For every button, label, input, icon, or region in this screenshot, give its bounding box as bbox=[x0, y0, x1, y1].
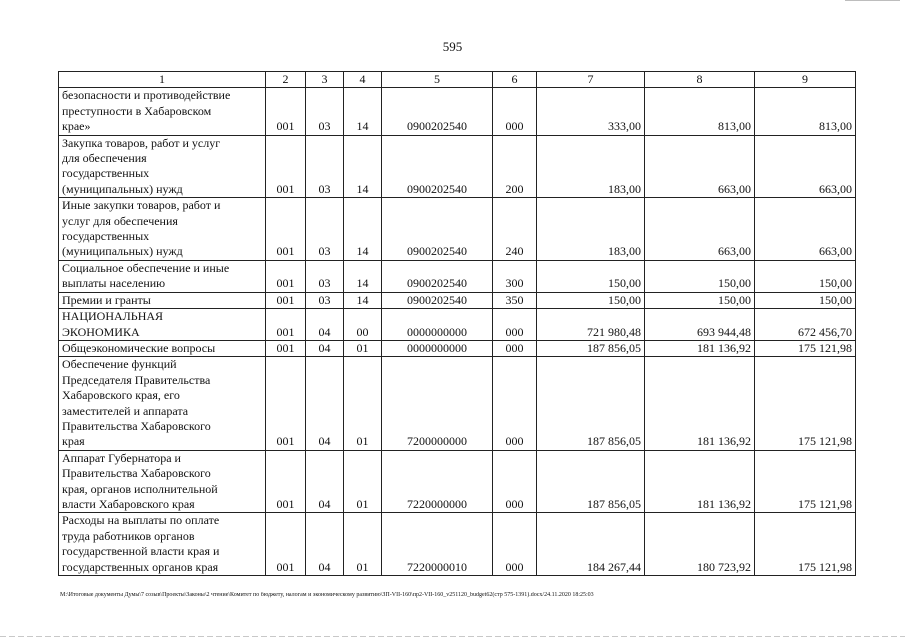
row-description bbox=[59, 292, 266, 308]
row-description bbox=[59, 513, 266, 576]
cell-section-code: 001 bbox=[266, 292, 306, 308]
cell-amount-col8: 663,00 bbox=[645, 198, 755, 261]
scan-bottom-line bbox=[0, 636, 905, 637]
cell-chapter-code: 03 bbox=[306, 135, 344, 198]
table-row bbox=[59, 198, 856, 261]
cell-chapter-code: 04 bbox=[306, 513, 344, 576]
cell-target-article: 7200000000 bbox=[382, 357, 493, 450]
description-line: государственных bbox=[62, 229, 150, 244]
table-row bbox=[59, 292, 856, 308]
col-header-4: 4 bbox=[344, 72, 382, 88]
cell-target-article: 7220000010 bbox=[382, 513, 493, 576]
row-description bbox=[59, 260, 266, 292]
col-header-9: 9 bbox=[755, 72, 856, 88]
cell-expense-type: 000 bbox=[493, 88, 537, 135]
row-description bbox=[59, 88, 266, 135]
cell-subchapter-code: 01 bbox=[344, 357, 382, 450]
cell-amount-col9: 175 121,98 bbox=[755, 513, 856, 576]
table-row bbox=[59, 513, 856, 576]
description-line: государственных органов края bbox=[62, 559, 219, 574]
table-body bbox=[59, 88, 856, 576]
cell-amount-col8: 663,00 bbox=[645, 135, 755, 198]
cell-target-article: 0900202540 bbox=[382, 292, 493, 308]
cell-target-article: 0900202540 bbox=[382, 88, 493, 135]
cell-target-article: 7220000000 bbox=[382, 450, 493, 513]
description-line: власти Хабаровского края bbox=[62, 496, 195, 511]
cell-expense-type: 240 bbox=[493, 198, 537, 261]
cell-amount-col9: 175 121,98 bbox=[755, 357, 856, 450]
cell-subchapter-code: 01 bbox=[344, 450, 382, 513]
cell-target-article: 0000000000 bbox=[382, 309, 493, 341]
cell-amount-col7: 333,00 bbox=[537, 88, 645, 135]
cell-section-code: 001 bbox=[266, 340, 306, 356]
cell-expense-type: 000 bbox=[493, 309, 537, 341]
description-line: услуг для обеспечения bbox=[62, 213, 178, 228]
row-description bbox=[59, 135, 266, 198]
cell-subchapter-code: 14 bbox=[344, 260, 382, 292]
description-line: государственных bbox=[62, 166, 150, 181]
description-line: крае» bbox=[62, 119, 91, 134]
col-header-1: 1 bbox=[59, 72, 266, 88]
description-line: Председателя Правительства bbox=[62, 372, 211, 387]
cell-amount-col7: 150,00 bbox=[537, 292, 645, 308]
cell-amount-col7: 187 856,05 bbox=[537, 340, 645, 356]
cell-amount-col7: 150,00 bbox=[537, 260, 645, 292]
description-line: преступности в Хабаровском bbox=[62, 103, 212, 118]
cell-subchapter-code: 14 bbox=[344, 135, 382, 198]
cell-expense-type: 300 bbox=[493, 260, 537, 292]
table-row bbox=[59, 340, 856, 356]
description-line: НАЦИОНАЛЬНАЯ bbox=[62, 309, 164, 324]
scan-corner-mark bbox=[845, 0, 900, 1]
cell-expense-type: 200 bbox=[493, 135, 537, 198]
table-row bbox=[59, 260, 856, 292]
description-line: выплаты населению bbox=[62, 276, 166, 291]
cell-target-article: 0900202540 bbox=[382, 135, 493, 198]
cell-section-code: 001 bbox=[266, 260, 306, 292]
description-line: ЭКОНОМИКА bbox=[62, 324, 140, 339]
cell-chapter-code: 03 bbox=[306, 198, 344, 261]
description-line: Иные закупки товаров, работ и bbox=[62, 198, 221, 213]
cell-chapter-code: 04 bbox=[306, 309, 344, 341]
description-line: края, органов исполнительной bbox=[62, 481, 218, 496]
cell-expense-type: 000 bbox=[493, 513, 537, 576]
description-line: безопасности и противодействие bbox=[62, 88, 231, 103]
cell-amount-col8: 813,00 bbox=[645, 88, 755, 135]
cell-amount-col9: 175 121,98 bbox=[755, 340, 856, 356]
row-description bbox=[59, 340, 266, 356]
col-header-8: 8 bbox=[645, 72, 755, 88]
cell-amount-col9: 663,00 bbox=[755, 198, 856, 261]
cell-expense-type: 000 bbox=[493, 450, 537, 513]
col-header-6: 6 bbox=[493, 72, 537, 88]
cell-amount-col8: 180 723,92 bbox=[645, 513, 755, 576]
description-line: государственной власти края и bbox=[62, 544, 220, 559]
row-description bbox=[59, 198, 266, 261]
cell-amount-col9: 175 121,98 bbox=[755, 450, 856, 513]
cell-expense-type: 350 bbox=[493, 292, 537, 308]
cell-chapter-code: 03 bbox=[306, 260, 344, 292]
cell-section-code: 001 bbox=[266, 513, 306, 576]
cell-section-code: 001 bbox=[266, 198, 306, 261]
cell-amount-col9: 813,00 bbox=[755, 88, 856, 135]
description-line: Обеспечение функций bbox=[62, 357, 177, 372]
description-line: Закупка товаров, работ и услуг bbox=[62, 135, 221, 150]
budget-table bbox=[58, 71, 856, 576]
cell-subchapter-code: 00 bbox=[344, 309, 382, 341]
description-line: Премии и гранты bbox=[62, 292, 151, 307]
col-header-2: 2 bbox=[266, 72, 306, 88]
cell-subchapter-code: 01 bbox=[344, 513, 382, 576]
cell-section-code: 001 bbox=[266, 357, 306, 450]
cell-subchapter-code: 14 bbox=[344, 292, 382, 308]
cell-amount-col8: 150,00 bbox=[645, 260, 755, 292]
cell-amount-col8: 693 944,48 bbox=[645, 309, 755, 341]
table-row bbox=[59, 309, 856, 341]
header-row bbox=[59, 72, 856, 88]
table-row bbox=[59, 88, 856, 135]
table-row bbox=[59, 357, 856, 450]
cell-amount-col7: 187 856,05 bbox=[537, 357, 645, 450]
cell-amount-col7: 187 856,05 bbox=[537, 450, 645, 513]
cell-section-code: 001 bbox=[266, 450, 306, 513]
description-line: Правительства Хабаровского bbox=[62, 418, 211, 433]
col-header-3: 3 bbox=[306, 72, 344, 88]
cell-chapter-code: 03 bbox=[306, 292, 344, 308]
cell-amount-col9: 150,00 bbox=[755, 260, 856, 292]
description-line: Расходы на выплаты по оплате bbox=[62, 513, 220, 528]
cell-subchapter-code: 14 bbox=[344, 88, 382, 135]
description-line: края bbox=[62, 434, 85, 449]
cell-section-code: 001 bbox=[266, 309, 306, 341]
description-line: заместителей и аппарата bbox=[62, 403, 189, 418]
description-line: труда работников органов bbox=[62, 528, 195, 543]
description-line: Социальное обеспечение и иные bbox=[62, 260, 230, 275]
description-line: (муниципальных) нужд bbox=[62, 181, 183, 196]
description-line: Хабаровского края, его bbox=[62, 388, 180, 403]
page-number: 595 bbox=[442, 39, 463, 54]
footer-file-path: М:\Итоговые документы Думы\7 созыв\Проекты\Законы\2 чтение\Комитет по бюджету, налогам и экономическому развитию\ЗП-VII-160\пр2-VII-160_v251120_budget62(стр 575-1391).docx/24.11.2020 18:25:03 bbox=[60, 592, 594, 598]
row-description bbox=[59, 309, 266, 341]
cell-expense-type: 000 bbox=[493, 357, 537, 450]
cell-amount-col8: 181 136,92 bbox=[645, 340, 755, 356]
description-line: Общеэкономические вопросы bbox=[62, 340, 216, 355]
description-line: (муниципальных) нужд bbox=[62, 244, 183, 259]
description-line: Правительства Хабаровского bbox=[62, 466, 211, 481]
cell-target-article: 0900202540 bbox=[382, 198, 493, 261]
cell-target-article: 0900202540 bbox=[382, 260, 493, 292]
table-row bbox=[59, 450, 856, 513]
cell-section-code: 001 bbox=[266, 135, 306, 198]
cell-target-article: 0000000000 bbox=[382, 340, 493, 356]
cell-amount-col7: 183,00 bbox=[537, 198, 645, 261]
description-line: для обеспечения bbox=[62, 151, 147, 166]
row-description bbox=[59, 450, 266, 513]
cell-subchapter-code: 14 bbox=[344, 198, 382, 261]
cell-chapter-code: 03 bbox=[306, 88, 344, 135]
row-description bbox=[59, 357, 266, 450]
cell-amount-col8: 181 136,92 bbox=[645, 450, 755, 513]
cell-amount-col8: 181 136,92 bbox=[645, 357, 755, 450]
cell-amount-col8: 150,00 bbox=[645, 292, 755, 308]
cell-expense-type: 000 bbox=[493, 340, 537, 356]
cell-amount-col9: 150,00 bbox=[755, 292, 856, 308]
description-line: Аппарат Губернатора и bbox=[62, 450, 181, 465]
cell-amount-col7: 721 980,48 bbox=[537, 309, 645, 341]
cell-amount-col7: 184 267,44 bbox=[537, 513, 645, 576]
col-header-5: 5 bbox=[382, 72, 493, 88]
cell-chapter-code: 04 bbox=[306, 340, 344, 356]
cell-chapter-code: 04 bbox=[306, 357, 344, 450]
cell-chapter-code: 04 bbox=[306, 450, 344, 513]
cell-amount-col7: 183,00 bbox=[537, 135, 645, 198]
cell-amount-col9: 663,00 bbox=[755, 135, 856, 198]
table-row bbox=[59, 135, 856, 198]
cell-section-code: 001 bbox=[266, 88, 306, 135]
col-header-7: 7 bbox=[537, 72, 645, 88]
cell-amount-col9: 672 456,70 bbox=[755, 309, 856, 341]
cell-subchapter-code: 01 bbox=[344, 340, 382, 356]
